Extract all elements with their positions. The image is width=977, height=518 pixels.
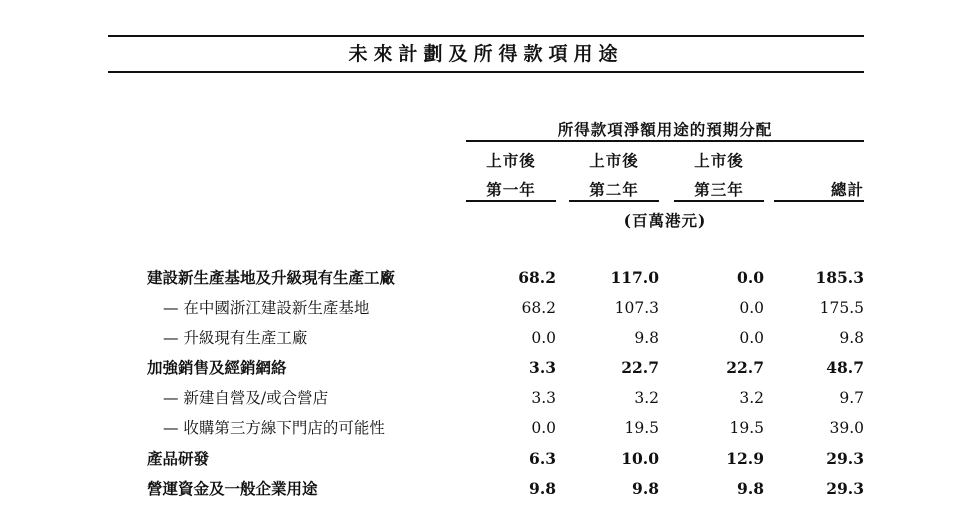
row6-col1: 0.0 — [531, 419, 556, 437]
row4-col3: 22.7 — [726, 358, 764, 377]
row8-col2: 9.8 — [632, 479, 659, 498]
group-header-rule — [466, 140, 864, 142]
row5-col3: 3.2 — [739, 389, 764, 407]
col3-header-line2: 第三年 — [694, 180, 744, 199]
row4-col1: 3.3 — [529, 358, 556, 377]
row5-col4: 9.7 — [839, 389, 864, 407]
col2-header-underline — [569, 200, 659, 202]
row1-col4: 185.3 — [815, 268, 864, 287]
col4-header-underline — [774, 200, 864, 202]
row7-col2: 10.0 — [621, 449, 659, 468]
group-header-label: 所得款項淨額用途的預期分配 — [557, 120, 773, 139]
row3-col4: 9.8 — [839, 329, 864, 347]
row3-col1: 0.0 — [531, 329, 556, 347]
row7-col3: 12.9 — [726, 449, 764, 468]
col1-header-line1: 上市後 — [486, 151, 536, 170]
col1-header-underline — [466, 200, 556, 202]
row-label-2: — 在中國浙江建設新生產基地 — [163, 299, 370, 317]
page-title: 未來計劃及所得款項用途 — [348, 43, 624, 65]
row3-col3: 0.0 — [739, 329, 764, 347]
col3-header-line1: 上市後 — [694, 151, 744, 170]
row7-col4: 29.3 — [826, 449, 864, 468]
row7-col1: 6.3 — [529, 449, 556, 468]
row1-col2: 117.0 — [610, 268, 659, 287]
row-label-1: 建設新生產基地及升級現有生產工廠 — [147, 268, 396, 287]
col2-header-line2: 第二年 — [589, 180, 639, 199]
row4-col4: 48.7 — [826, 358, 864, 377]
title-top-rule — [108, 35, 864, 37]
row4-col2: 22.7 — [621, 358, 659, 377]
row-label-5: — 新建自營及/或合營店 — [163, 389, 329, 407]
col2-header-line1: 上市後 — [589, 151, 639, 170]
row5-col1: 3.3 — [531, 389, 556, 407]
row5-col2: 3.2 — [634, 389, 659, 407]
row6-col3: 19.5 — [729, 419, 764, 437]
col3-header-underline — [674, 200, 764, 202]
row-label-3: — 升級現有生產工廠 — [163, 329, 308, 347]
row8-col1: 9.8 — [529, 479, 556, 498]
row2-col4: 175.5 — [819, 299, 864, 317]
col1-header-line2: 第一年 — [486, 180, 536, 199]
title-bottom-rule — [108, 71, 864, 73]
row6-col4: 39.0 — [829, 419, 864, 437]
row2-col1: 68.2 — [521, 299, 556, 317]
row1-col1: 68.2 — [518, 268, 556, 287]
row-label-7: 產品研發 — [147, 449, 210, 468]
row2-col2: 107.3 — [614, 299, 659, 317]
row3-col2: 9.8 — [634, 329, 659, 347]
col4-header-line2: 總計 — [830, 180, 864, 199]
row-label-6: — 收購第三方線下門店的可能性 — [163, 419, 385, 437]
row2-col3: 0.0 — [739, 299, 764, 317]
unit-label: (百萬港元) — [623, 211, 707, 230]
row1-col3: 0.0 — [737, 268, 764, 287]
row-label-8: 營運資金及一般企業用途 — [147, 479, 318, 498]
row8-col4: 29.3 — [826, 479, 864, 498]
row8-col3: 9.8 — [737, 479, 764, 498]
row-label-4: 加強銷售及經銷網絡 — [147, 358, 287, 377]
row6-col2: 19.5 — [624, 419, 659, 437]
